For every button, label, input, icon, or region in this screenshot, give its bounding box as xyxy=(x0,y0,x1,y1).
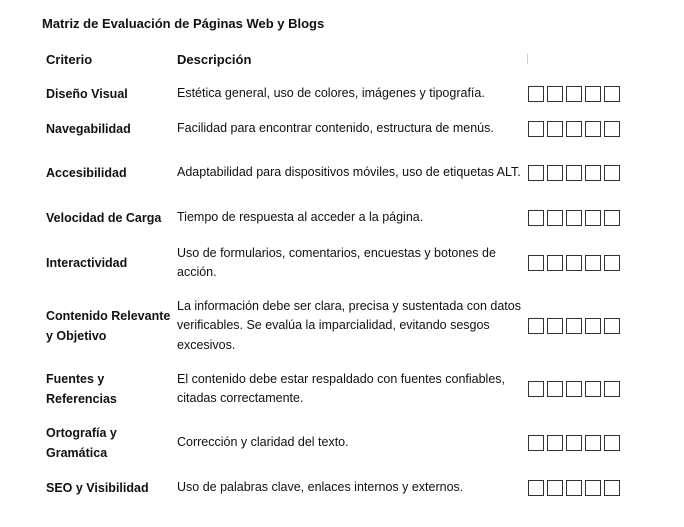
criterion-description: El contenido debe estar respaldado con fuentes confiables, citadas correctamente. xyxy=(177,371,506,405)
rating-boxes xyxy=(528,165,623,181)
criterion-label: Ortografía y Gramática xyxy=(46,426,117,460)
rating-boxes xyxy=(528,480,623,496)
rating-checkbox[interactable] xyxy=(547,165,563,181)
rating-boxes xyxy=(528,255,623,271)
rating-boxes xyxy=(528,435,623,451)
criterion-description: Facilidad para encontrar contenido, estructura de menús. xyxy=(177,121,494,136)
criterion-label: SEO y Visibilidad xyxy=(46,481,149,495)
criterion-label: Accesibilidad xyxy=(46,166,127,180)
rating-checkbox[interactable] xyxy=(547,255,563,271)
rating-checkbox[interactable] xyxy=(566,121,582,137)
rating-boxes xyxy=(528,210,623,226)
rating-boxes xyxy=(528,86,623,102)
table-row xyxy=(0,83,684,105)
rating-checkbox[interactable] xyxy=(528,86,544,102)
rating-checkbox[interactable] xyxy=(585,121,601,137)
rating-checkbox[interactable] xyxy=(528,435,544,451)
criterion-description: Uso de formularios, comentarios, encuestas y botones de acción. xyxy=(177,245,496,279)
rating-checkbox[interactable] xyxy=(604,86,620,102)
rating-boxes xyxy=(528,318,623,334)
criterion-label: Fuentes y Referencias xyxy=(46,372,117,406)
rating-checkbox[interactable] xyxy=(547,318,563,334)
rating-checkbox[interactable] xyxy=(547,435,563,451)
rating-checkbox[interactable] xyxy=(604,121,620,137)
rating-checkbox[interactable] xyxy=(547,210,563,226)
table-row xyxy=(0,367,684,411)
rating-checkbox[interactable] xyxy=(604,381,620,397)
criterion-label: Contenido Relevante y Objetivo xyxy=(46,309,171,343)
rating-checkbox[interactable] xyxy=(585,210,601,226)
criterion-description: Estética general, uso de colores, imágenes y tipografía. xyxy=(177,86,485,101)
table-row xyxy=(0,151,684,195)
rating-checkbox[interactable] xyxy=(566,318,582,334)
rating-checkbox[interactable] xyxy=(566,165,582,181)
rating-checkbox[interactable] xyxy=(585,86,601,102)
rating-checkbox[interactable] xyxy=(528,255,544,271)
rating-checkbox[interactable] xyxy=(566,381,582,397)
rating-checkbox[interactable] xyxy=(604,165,620,181)
rating-checkbox[interactable] xyxy=(604,210,620,226)
rating-checkbox[interactable] xyxy=(528,318,544,334)
rating-checkbox[interactable] xyxy=(585,381,601,397)
rating-checkbox[interactable] xyxy=(566,210,582,226)
rating-checkbox[interactable] xyxy=(585,165,601,181)
rating-boxes xyxy=(528,121,623,137)
criterion-description: Uso de palabras clave, enlaces internos y externos. xyxy=(177,480,464,495)
criterion-label: Diseño Visual xyxy=(46,87,128,101)
criterion-label: Velocidad de Carga xyxy=(46,211,162,225)
table-row xyxy=(0,118,684,140)
table-row xyxy=(0,294,684,358)
rating-checkbox[interactable] xyxy=(566,480,582,496)
criterion-label: Navegabilidad xyxy=(46,122,131,136)
rating-checkbox[interactable] xyxy=(585,318,601,334)
rating-checkbox[interactable] xyxy=(585,255,601,271)
rating-checkbox[interactable] xyxy=(528,381,544,397)
rating-checkbox[interactable] xyxy=(528,210,544,226)
rating-checkbox[interactable] xyxy=(566,435,582,451)
rating-boxes xyxy=(528,381,623,397)
table-row xyxy=(0,207,684,229)
table-row xyxy=(0,477,684,499)
criterion-label: Interactividad xyxy=(46,256,128,270)
criterion-description: Corrección y claridad del texto. xyxy=(177,435,349,450)
rating-checkbox[interactable] xyxy=(547,86,563,102)
rating-checkbox[interactable] xyxy=(585,435,601,451)
rating-checkbox[interactable] xyxy=(528,480,544,496)
table-row xyxy=(0,421,684,465)
rating-checkbox[interactable] xyxy=(566,255,582,271)
rating-checkbox[interactable] xyxy=(604,255,620,271)
rating-checkbox[interactable] xyxy=(528,121,544,137)
header-descripcion: Descripción xyxy=(177,52,252,67)
criterion-description: La información debe ser clara, precisa y sustentada con datos verificables. Se evalúa la imparcialidad, evitando sesgos excesivos. xyxy=(177,298,521,352)
rating-checkbox[interactable] xyxy=(547,121,563,137)
rating-checkbox[interactable] xyxy=(604,318,620,334)
rating-checkbox[interactable] xyxy=(585,480,601,496)
rating-checkbox[interactable] xyxy=(547,480,563,496)
table-row xyxy=(0,241,684,285)
criterion-description: Tiempo de respuesta al acceder a la página. xyxy=(177,210,424,225)
rating-checkbox[interactable] xyxy=(566,86,582,102)
document-title: Matriz de Evaluación de Páginas Web y Blogs xyxy=(42,16,325,31)
rating-checkbox[interactable] xyxy=(528,165,544,181)
criterion-description: Adaptabilidad para dispositivos móviles, uso de etiquetas ALT. xyxy=(177,165,521,180)
rating-checkbox[interactable] xyxy=(604,435,620,451)
rating-checkbox[interactable] xyxy=(547,381,563,397)
header-criterio: Criterio xyxy=(46,52,93,67)
rating-checkbox[interactable] xyxy=(604,480,620,496)
